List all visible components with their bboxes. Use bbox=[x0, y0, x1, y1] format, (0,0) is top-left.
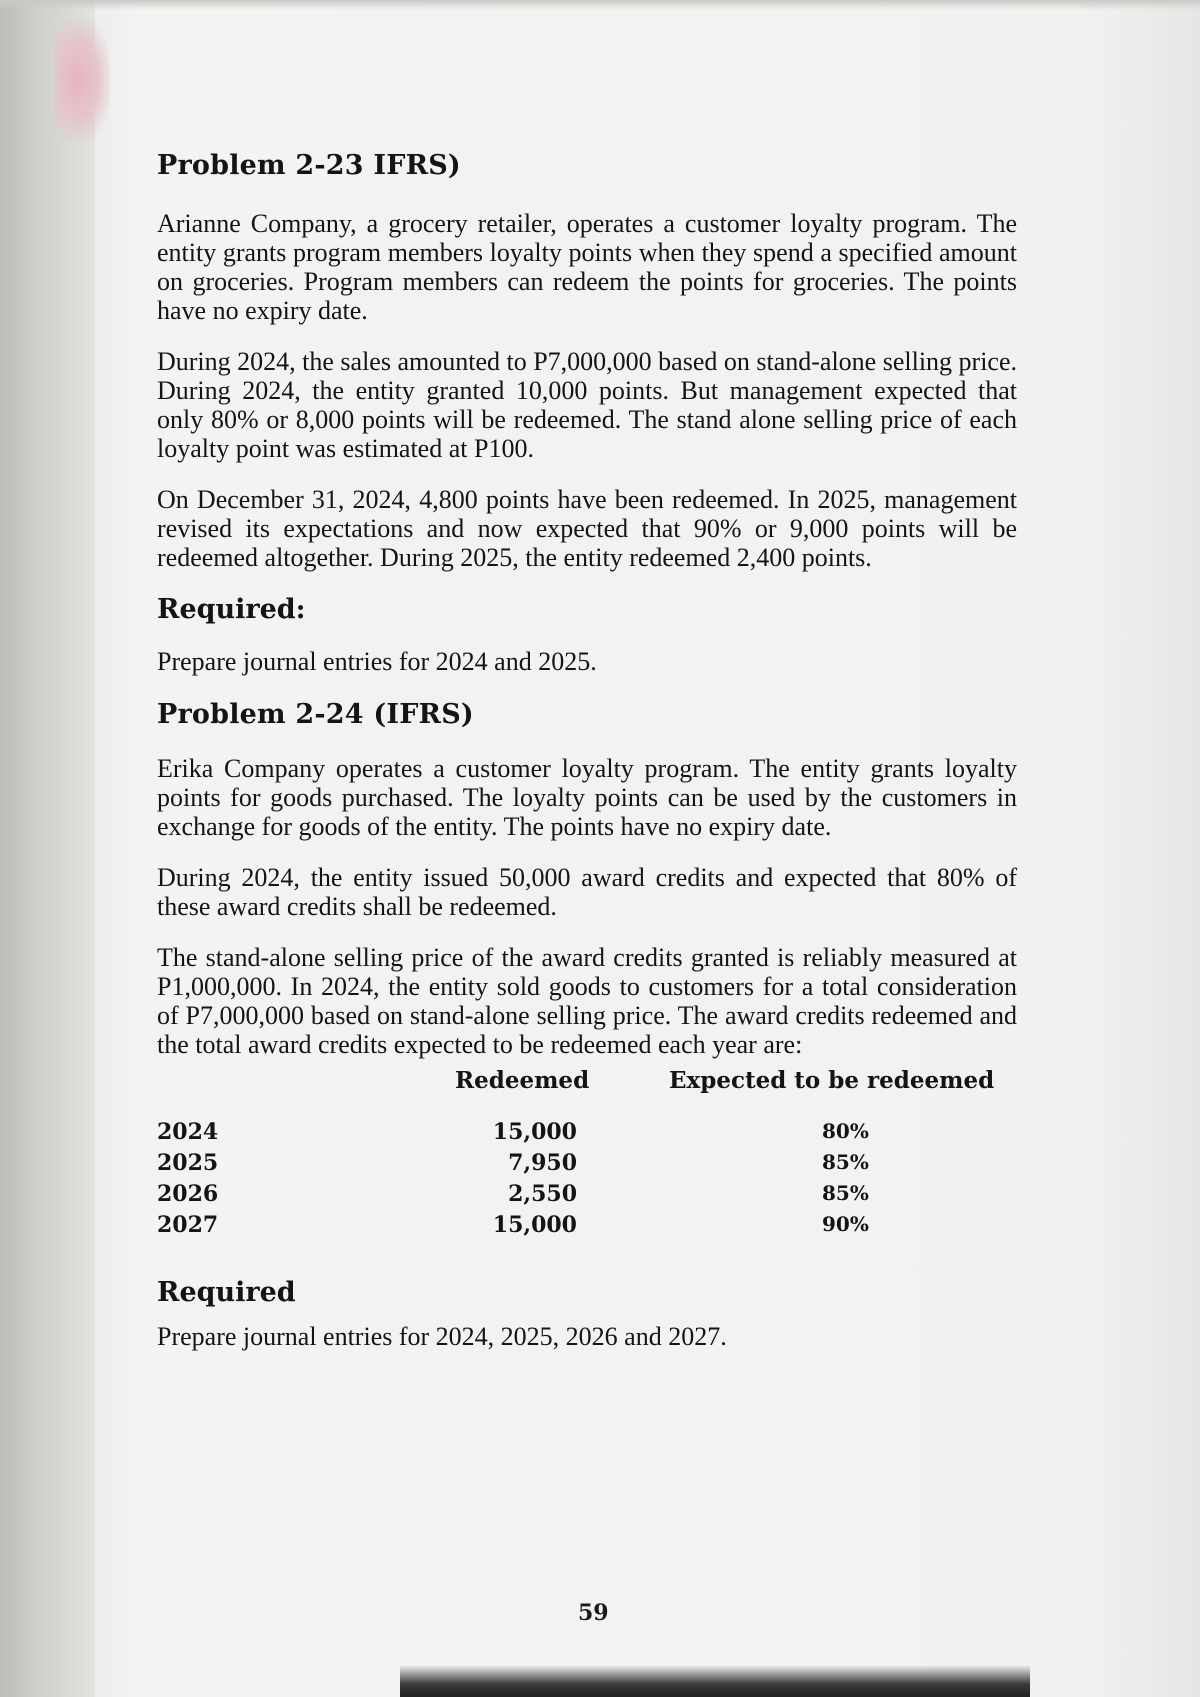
row-year: 2027 bbox=[157, 1212, 219, 1238]
table-row bbox=[157, 1150, 1017, 1181]
problem-2-24-required-text: Prepare journal entries for 2024, 2025, 2026 and 2027. bbox=[157, 1322, 727, 1351]
row-redeemed: 2,550 bbox=[508, 1181, 577, 1207]
top-page-edge bbox=[0, 0, 1200, 10]
row-year: 2024 bbox=[157, 1119, 219, 1145]
row-redeemed: 15,000 bbox=[492, 1119, 577, 1145]
problem-2-24-paragraph: Erika Company operates a customer loyalty program. The entity grants loyalty points for goods purchased. The loyalty points can be used by the customers in exchange for goods of the entity. The points have no expiry date. bbox=[157, 754, 1017, 841]
row-year: 2025 bbox=[157, 1150, 219, 1176]
table-row bbox=[157, 1181, 1017, 1212]
row-redeemed: 7,950 bbox=[508, 1150, 577, 1176]
row-redeemed: 15,000 bbox=[492, 1212, 577, 1238]
table-row bbox=[157, 1119, 1017, 1150]
problem-2-23-title: Problem 2-23 IFRS) bbox=[157, 150, 461, 181]
page-content bbox=[157, 150, 1017, 1372]
problem-2-23-paragraph: Arianne Company, a grocery retailer, operates a customer loyalty program. The entity grants program members loyalty points when they spend a specified amount on groceries. Program members can redeem the points for groceries. The points have no expiry date. bbox=[157, 209, 1017, 325]
problem-2-24-title: Problem 2-24 (IFRS) bbox=[157, 699, 474, 730]
problem-2-23-required-text: Prepare journal entries for 2024 and 2025. bbox=[157, 647, 597, 676]
book-spine-shadow bbox=[0, 0, 95, 1697]
row-expected: 85% bbox=[822, 1181, 869, 1205]
table-header-redeemed: Redeemed bbox=[455, 1067, 590, 1094]
problem-2-23-paragraph: On December 31, 2024, 4,800 points have been redeemed. In 2025, management revised its expectations and now expected that 90% or 9,000 points will be redeemed altogether. During 2025, the entity redeemed 2,400 points. bbox=[157, 485, 1017, 572]
bottom-page-edge bbox=[400, 1665, 1030, 1697]
page-number: 59 bbox=[578, 1600, 609, 1626]
table-header-expected: Expected to be redeemed bbox=[669, 1067, 995, 1094]
row-expected: 90% bbox=[822, 1212, 869, 1236]
problem-2-23-required-heading: Required: bbox=[157, 594, 306, 625]
redemption-table bbox=[157, 1067, 1017, 1277]
row-expected: 85% bbox=[822, 1150, 869, 1174]
problem-2-24-required-heading: Required bbox=[157, 1277, 296, 1308]
problem-2-24-paragraph: During 2024, the entity issued 50,000 award credits and expected that 80% of these award credits shall be redeemed. bbox=[157, 863, 1017, 921]
row-expected: 80% bbox=[822, 1119, 869, 1143]
table-row bbox=[157, 1212, 1017, 1243]
problem-2-23-paragraph: During 2024, the sales amounted to P7,000,000 based on stand-alone selling price. During 2024, the entity granted 10,000 points. But management expected that only 80% or 8,000 points will be redeemed. The stand alone selling price of each loyalty point was estimated at P100. bbox=[157, 347, 1018, 463]
row-year: 2026 bbox=[157, 1181, 219, 1207]
page-tab-marker bbox=[55, 20, 110, 140]
problem-2-24-paragraph: The stand-alone selling price of the award credits granted is reliably measured at P1,000,000. In 2024, the entity sold goods to customers for a total consideration of P7,000,000 based on stand-alone selling price. The award credits redeemed and the total award credits expected to be redeemed each year are: bbox=[157, 943, 1017, 1059]
